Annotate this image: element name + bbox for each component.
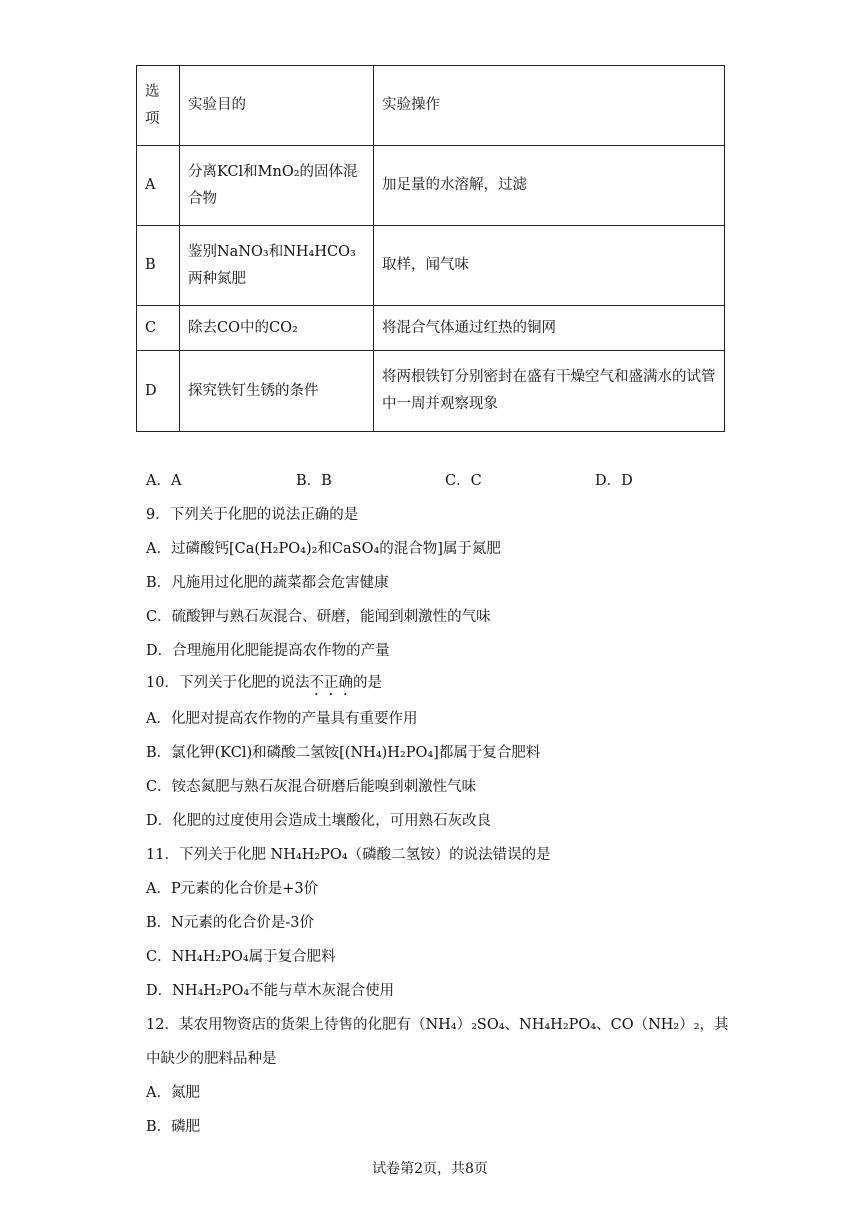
q10-option-a: A．化肥对提高农作物的产量具有重要作用 [146, 711, 418, 727]
q10-stem-before: 10．下列关于化肥的说法 [146, 675, 310, 691]
header-option: 选项 [137, 66, 180, 146]
q10-stem-after: 的是 [352, 675, 382, 691]
row-operation: 取样，闻气味 [374, 226, 725, 306]
q8-option-b: B．B [296, 473, 332, 489]
q8-option-d: D．D [595, 473, 633, 489]
q9-option-c: C．硫酸钾与熟石灰混合、研磨，能闻到刺激性的气味 [146, 609, 491, 625]
header-goal: 实验目的 [180, 66, 374, 146]
q11-option-a: A．P元素的化合价是+3价 [146, 881, 319, 897]
row-goal: 探究铁钉生锈的条件 [180, 351, 374, 432]
table-row [137, 146, 725, 226]
q10-option-c: C．铵态氮肥与熟石灰混合研磨后能嗅到刺激性气味 [146, 779, 477, 795]
q12-stem-line2: 中缺少的肥料品种是 [146, 1051, 277, 1067]
q9-option-d: D．合理施用化肥能提高农作物的产量 [146, 643, 390, 659]
page-footer: 试卷第2页，共8页 [372, 1161, 488, 1177]
table-row [137, 351, 725, 432]
q11-option-d: D．NH₄H₂PO₄不能与草木灰混合使用 [146, 983, 395, 999]
q10-stem-emphasis: 不正确 [309, 675, 353, 691]
q10-option-b: B．氯化钾(KCl)和磷酸二氢铵[(NH₄)H₂PO₄]都属于复合肥料 [146, 745, 541, 761]
row-operation: 将两根铁钉分别密封在盛有干燥空气和盛满水的试管中一周并观察现象 [374, 351, 725, 432]
q12-option-b: B．磷肥 [146, 1119, 201, 1135]
q12-stem-line1: 12．某农用物资店的货架上待售的化肥有（NH₄）₂SO₄、NH₄H₂PO₄、CO（NH₂）₂，其 [146, 1017, 729, 1033]
q11-option-b: B．N元素的化合价是-3价 [146, 915, 314, 931]
experiment-table [136, 65, 725, 432]
header-operation: 实验操作 [374, 66, 725, 146]
row-goal: 除去CO中的CO₂ [180, 306, 374, 351]
row-option: A [137, 146, 180, 226]
q12-option-a: A．氮肥 [146, 1085, 200, 1101]
q10-option-d: D．化肥的过度使用会造成土壤酸化，可用熟石灰改良 [146, 813, 492, 829]
q11-option-c: C．NH₄H₂PO₄属于复合肥料 [146, 949, 336, 965]
q8-option-a: A．A [146, 473, 182, 489]
row-goal: 鉴别NaNO₃和NH₄HCO₃两种氮肥 [180, 226, 374, 306]
q9-option-b: B．凡施用过化肥的蔬菜都会危害健康 [146, 575, 389, 591]
q9-stem: 9．下列关于化肥的说法正确的是 [146, 507, 359, 523]
row-operation: 加足量的水溶解，过滤 [374, 146, 725, 226]
q11-stem: 11．下列关于化肥 NH₄H₂PO₄（磷酸二氢铵）的说法错误的是 [146, 847, 551, 863]
row-operation: 将混合气体通过红热的铜网 [374, 306, 725, 351]
table-header-row [137, 66, 725, 146]
q8-option-c: C．C [445, 473, 482, 489]
table-row [137, 226, 725, 306]
table-row [137, 306, 725, 351]
row-option: B [137, 226, 180, 306]
row-option: D [137, 351, 180, 432]
q10-stem [146, 673, 382, 699]
q9-option-a: A．过磷酸钙[Ca(H₂PO₄)₂和CaSO₄的混合物]属于氮肥 [146, 541, 501, 557]
row-goal: 分离KCl和MnO₂的固体混合物 [180, 146, 374, 226]
row-option: C [137, 306, 180, 351]
